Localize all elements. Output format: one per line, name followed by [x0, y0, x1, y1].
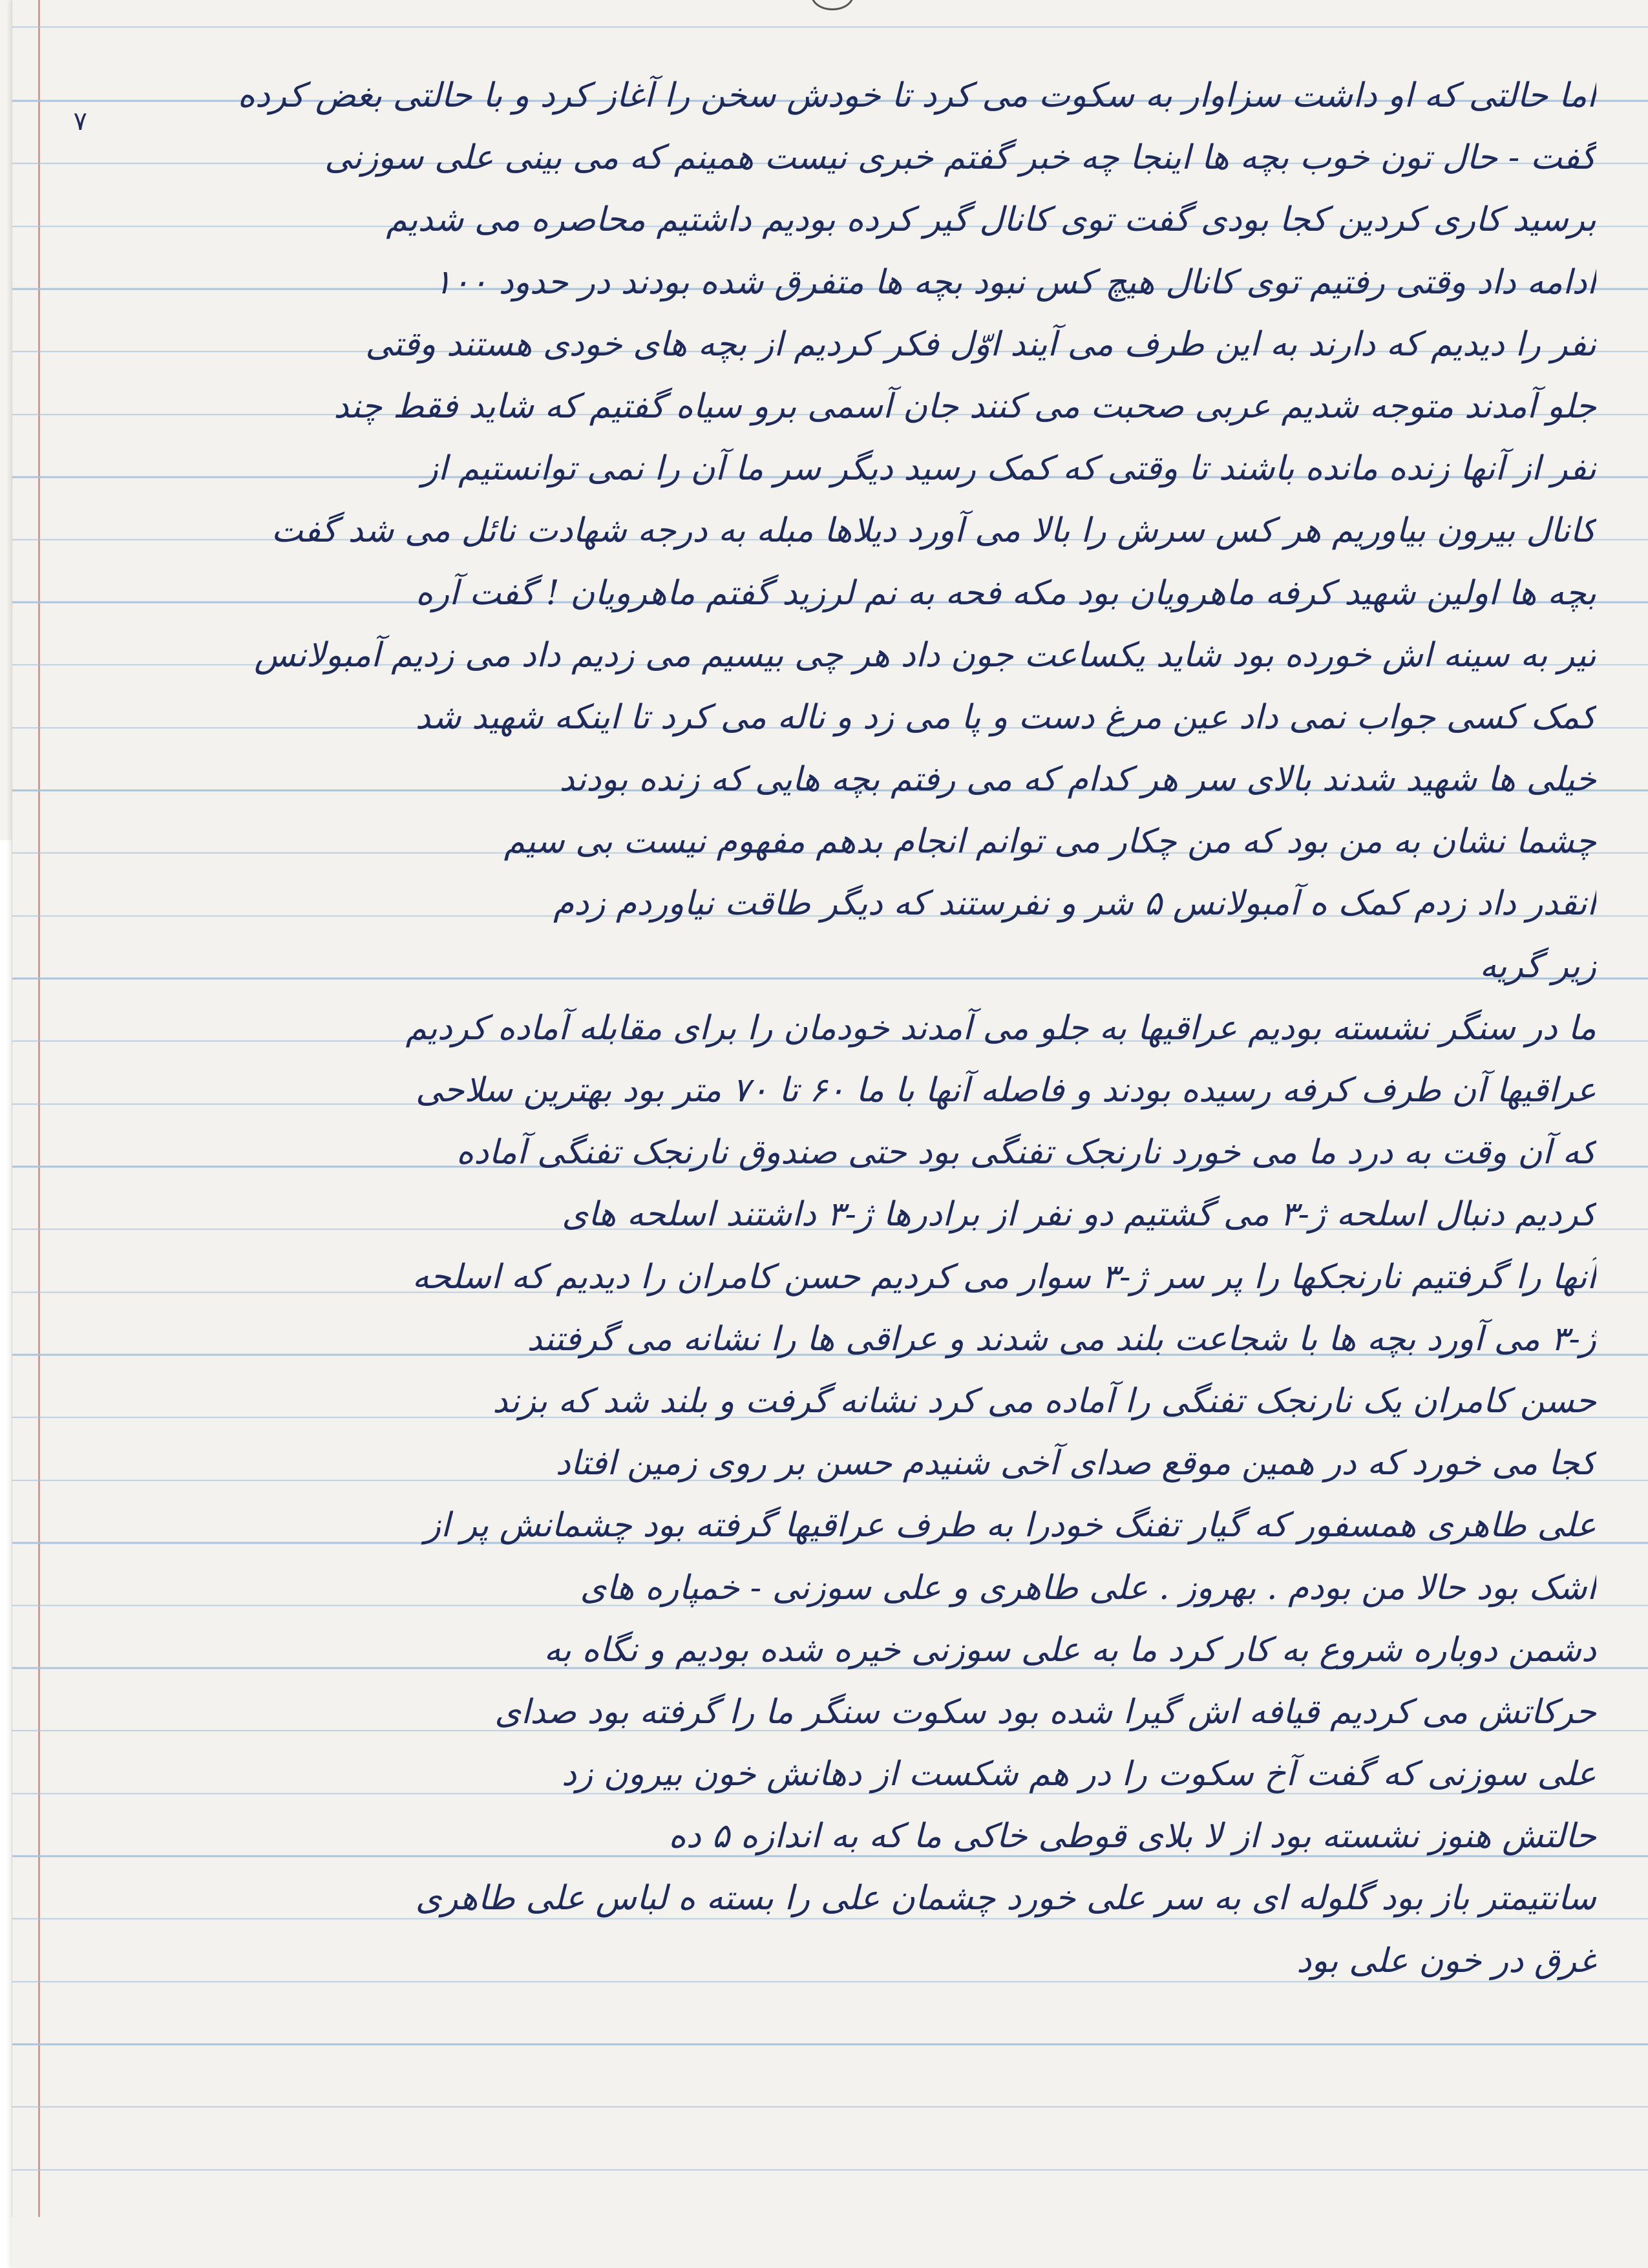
letter-line: غرق در خون علی بود: [1296, 1941, 1596, 1980]
letter-line: کجا می خورد که در همین موقع صدای آخی شنیدم حسن بر روی زمین افتاد: [555, 1444, 1596, 1483]
letter-line: نفر از آنها زنده مانده باشند تا وقتی که کمک رسید دیگر سر ما آن را نمی توانستیم از: [421, 449, 1596, 489]
letter-line: حسن کامران یک نارنجک تفنگی را آماده می کرد نشانه گرفت و بلند شد که بزند: [492, 1381, 1596, 1421]
show-through: [969, 26, 1551, 65]
letter-line: خیلی ها شهید شدند بالای سر هر کدام که می رفتم بچه هایی که زنده بودند: [559, 760, 1596, 800]
letter-line: که آن وقت به درد ما می خورد نارنجک تفنگی بود حتی صندوق نارنجک تفنگی آماده: [456, 1133, 1596, 1172]
letter-line: آنها را گرفتیم نارنجکها را پر سر ژ-۳ سوار می کردیم حسن کامران را دیدیم که اسلحه: [412, 1257, 1596, 1297]
letter-line: اشک بود حالا من بودم . بهروز . علی طاهری و علی سوزنی - خمپاره های: [580, 1568, 1596, 1607]
handwritten-letter: [52, 65, 1596, 1992]
letter-line: علی طاهری همسفور که گیار تفنگ خودرا به طرف عراقیها گرفته بود چشمانش پر از: [424, 1506, 1596, 1545]
letter-line: کمک کسی جواب نمی داد عین مرغ دست و پا می زد و ناله می کرد تا اینکه شهید شد: [415, 697, 1596, 737]
letter-line: تیر به سینه اش خورده بود شاید یکساعت جون داد هر چی بیسیم می زدیم داد می زدیم آمبولانس: [254, 635, 1596, 675]
letter-line: اما حالتی که او داشت سزاوار به سکوت می کرد تا خودش سخن را آغاز کرد و با حالتی بغض کرده: [237, 76, 1596, 115]
letter-line: علی سوزنی که گفت آخ سکوت را در هم شکست از دهانش خون بیرون زد: [561, 1755, 1596, 1794]
letter-line: سانتیمتر باز بود گلوله ای به سر علی خورد چشمان علی را بسته ه لباس علی طاهری: [415, 1879, 1596, 1918]
letter-line: زیر گریه: [1479, 946, 1596, 986]
letter-line: جلو آمدند متوجه شدیم عربی صحبت می کنند جان آسمی برو سیاه گفتیم که شاید فقط چند: [333, 387, 1596, 426]
letter-line: نفر را دیدیم که دارند به این طرف می آیند اوّل فکر کردیم از بچه های خودی هستند وقتی: [365, 324, 1596, 364]
letter-line: کانال بیرون بیاوریم هر کس سرش را بالا می آورد دیلاها مبله به درجه شهادت نائل می شد گفت: [271, 511, 1596, 551]
letter-line: گفت - حال تون خوب بچه ها اینجا چه خبر گفتم خبری نیست همینم که می بینی علی سوزنی: [324, 138, 1596, 178]
letter-line: حرکاتش می کردیم قیافه اش گیرا شده بود سکوت سنگر ما را گرفته بود صدای: [494, 1692, 1596, 1732]
letter-line: ادامه داد وقتی رفتیم توی کانال هیچ کس نبود بچه ها متفرق شده بودند در حدود ۱۰۰: [434, 262, 1596, 302]
letter-line: چشما نشان به من بود که من چکار می توانم انجام بدهم مفهوم نیست بی سیم: [503, 822, 1596, 862]
letter-line: ژ-۳ می آورد بچه ها با شجاعت بلند می شدند و عراقی ها را نشانه می گرفتند: [527, 1319, 1596, 1359]
paper-bottom: [12, 2217, 1648, 2268]
letter-line: برسید کاری کردین کجا بودی گفت توی کانال گیر کرده بودیم داشتیم محاصره می شدیم: [386, 200, 1596, 240]
letter-line: کردیم دنبال اسلحه ژ-۳ می گشتیم دو نفر از برادرها ژ-۳ داشتند اسلحه های: [562, 1195, 1596, 1235]
page-marker: ۷: [73, 107, 87, 136]
letter-line: انقدر داد زدم کمک ه آمبولانس ۵ شر و نفرستند که دیگر طاقت نیاوردم زدم: [553, 884, 1596, 924]
letter-line: بچه ها اولین شهید کرفه ماهرویان بود مکه فحه به نم لرزید گفتم ماهرویان ! گفت آره: [415, 573, 1596, 613]
letter-line: عراقیها آن طرف کرفه رسیده بودند و فاصله آنها با ما ۶۰ تا ۷۰ متر بود بهترین سلاحی: [415, 1071, 1596, 1110]
letter-line: دشمن دوباره شروع به کار کرد ما به علی سوزنی خیره شده بودیم و نگاه به: [544, 1630, 1596, 1669]
letter-line: ما در سنگر نشسته بودیم عراقیها به جلو می آمدند خودمان را برای مقابله آماده کردیم: [405, 1008, 1596, 1048]
letter-line: حالتش هنوز نشسته بود از لا بلای قوطی خاکی ما که به اندازه ۵ ده: [668, 1817, 1596, 1856]
scan-margin: [0, 840, 12, 2268]
